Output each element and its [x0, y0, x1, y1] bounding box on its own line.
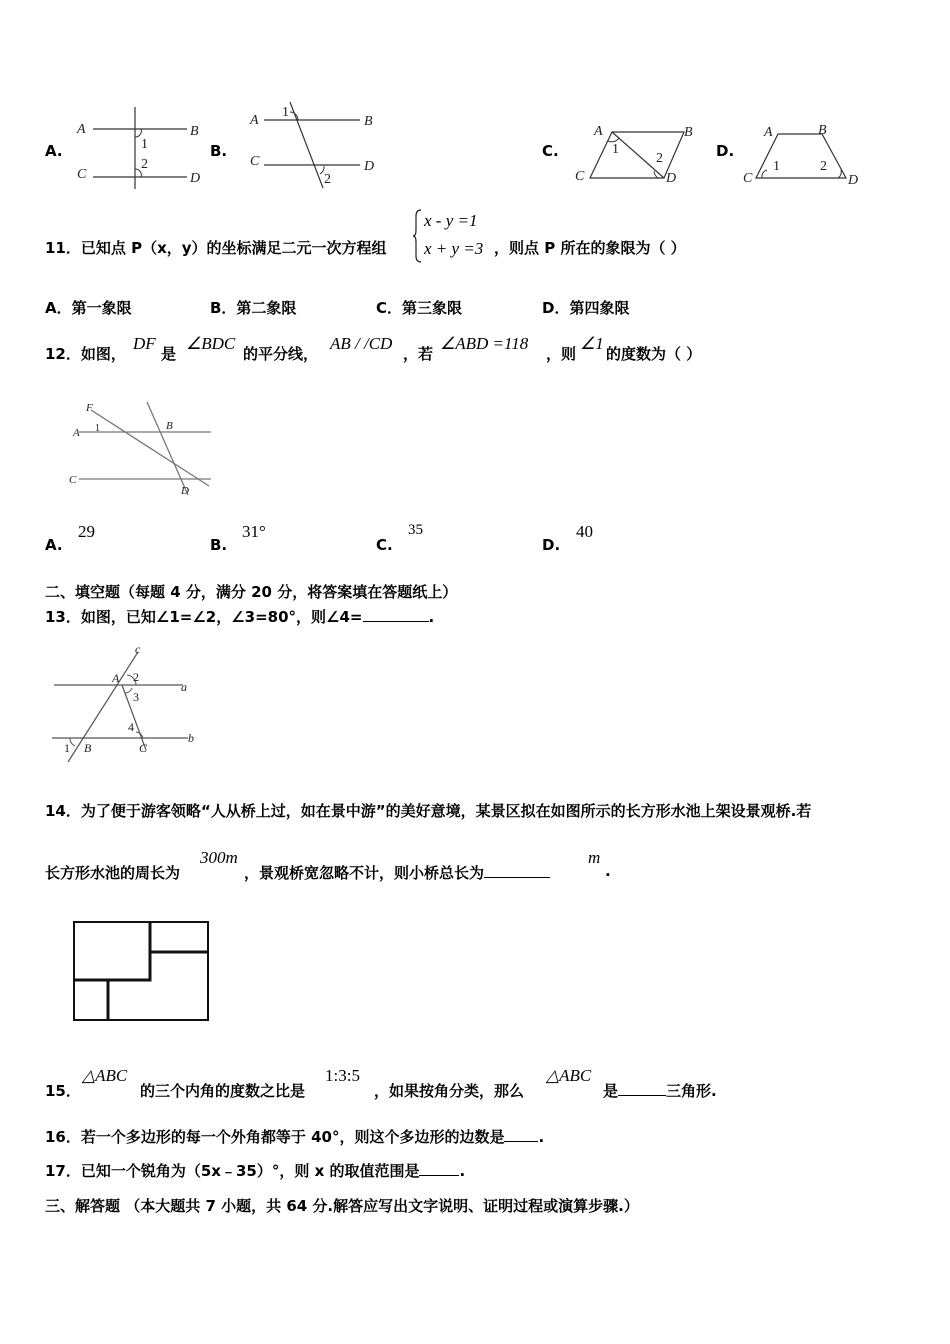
q13-line — [45, 606, 434, 627]
q13-fig-angle-2: 2 — [133, 670, 139, 684]
q17-end: . — [459, 1162, 466, 1180]
q14-pool-figure — [70, 918, 215, 1023]
q12-math-angle-bdc: ∠BDC — [186, 334, 236, 353]
q12-math-angle-abd: ∠ABD =118 — [440, 334, 529, 353]
q12-stem-2: 是 — [161, 345, 177, 363]
q12-fig-label-b: B — [166, 420, 173, 432]
q17-line — [45, 1160, 465, 1181]
q15-stem-4: 三角形. — [666, 1082, 717, 1100]
q10-option-c-label: C. — [542, 142, 559, 160]
fig-c-angle-2: 2 — [656, 151, 663, 166]
q17-stem: 17．已知一个锐角为（5x﹣35）°，则 x 的取值范围是 — [45, 1162, 420, 1180]
q14-line-2a: 长方形水池的周长为 — [45, 864, 181, 882]
q15-math-ratio: 1:3:5 — [325, 1066, 360, 1085]
q13-fig-label-a-line: a — [181, 680, 187, 694]
q13-stem: 13．如图，已知∠1=∠2，∠3=80°，则∠4= — [45, 608, 363, 626]
fig-a-angle-1: 1 — [141, 137, 148, 152]
q13-fig-label-b-line: b — [188, 731, 194, 745]
fig-d-label-c: C — [743, 171, 753, 186]
q16-stem: 16．若一个多边形的每一个外角都等于 40°，则这个多边形的边数是 — [45, 1128, 505, 1146]
q14-end: . — [605, 862, 611, 880]
q13-fig-angle-3: 3 — [133, 690, 139, 704]
q12-fig-label-a: A — [73, 427, 80, 439]
q15-answer-blank[interactable] — [618, 1081, 666, 1096]
q11-stem-pre: 11．已知点 P（x，y）的坐标满足二元一次方程组 — [45, 239, 387, 257]
fig-a-label-c: C — [77, 167, 87, 182]
q12-stem-3: 的平分线， — [243, 345, 319, 363]
q10-figure-d — [742, 122, 872, 187]
q12-math-df: DF — [133, 334, 156, 353]
fig-d-label-d: D — [848, 173, 859, 188]
q13-fig-label-b-point: B — [84, 741, 92, 755]
q10-option-b-label: B. — [210, 142, 228, 160]
q12-figure — [65, 398, 215, 503]
q11-equation-2: x + y =3 — [424, 239, 484, 258]
q10-option-d-label: D. — [716, 142, 735, 160]
q16-end: . — [538, 1128, 545, 1146]
q15-math-triangle-1: △ABC — [82, 1066, 128, 1085]
q13-fig-label-c-line: c — [135, 642, 141, 656]
fig-a-label-a: A — [77, 122, 86, 137]
fig-b-label-b: B — [364, 114, 373, 129]
q15-stem-1: 的三个内角的度数之比是 — [140, 1082, 306, 1100]
q12-option-c-value: 35 — [408, 522, 423, 538]
q14-math-300m: 300m — [200, 848, 238, 867]
fig-b-angle-1: 1 — [282, 105, 289, 120]
q13-fig-label-a-point: A — [112, 671, 120, 685]
q11-option-a: A．第一象限 — [45, 299, 132, 317]
q15-number: 15． — [45, 1082, 81, 1100]
q12-math-parallel: AB / /CD — [330, 334, 393, 353]
q11-system-brace — [413, 208, 423, 264]
fig-b-label-c: C — [250, 154, 260, 169]
q12-fig-label-f: F — [86, 402, 93, 414]
fig-a-label-d: D — [190, 171, 201, 186]
fig-c-label-c: C — [575, 169, 585, 184]
q15-stem-2: ，如果按角分类，那么 — [374, 1082, 525, 1100]
fig-c-label-b: B — [684, 125, 693, 140]
q12-stem-1: 12．如图， — [45, 345, 126, 363]
q10-option-a-label: A. — [45, 142, 63, 160]
fig-b-label-a: A — [250, 113, 259, 128]
fig-a-label-b: B — [190, 124, 199, 139]
q11-equation-1: x - y =1 — [424, 211, 478, 230]
q14-math-unit-m: m — [588, 848, 601, 867]
fig-c-angle-1: 1 — [612, 142, 619, 157]
q12-stem-4: ，若 — [403, 345, 434, 363]
fig-d-angle-1: 1 — [773, 159, 780, 174]
q12-stem-6: 的度数为（ ） — [606, 345, 702, 363]
q13-fig-label-c-point: C — [139, 741, 148, 755]
q10-figure-c — [572, 122, 702, 187]
fig-c-label-d: D — [666, 171, 677, 186]
q13-answer-blank[interactable] — [363, 607, 429, 622]
q12-option-d-label: D. — [542, 536, 561, 554]
q11-option-d: D．第四象限 — [542, 299, 630, 317]
q14-answer-blank[interactable] — [484, 863, 550, 878]
q15-stem-3: 是 — [603, 1082, 619, 1100]
q14-line-2b: ，景观桥宽忽略不计，则小桥总长为 — [244, 864, 485, 882]
q11-stem-post: ，则点 P 所在的象限为（ ） — [494, 239, 686, 257]
q14-line-1: 14．为了便于游客领略“人从桥上过，如在景中游”的美好意境，某景区拟在如图所示的长方形水池上架设景观桥.若 — [45, 802, 812, 820]
fig-d-angle-2: 2 — [820, 159, 827, 174]
q12-fig-label-c: C — [69, 474, 77, 486]
q12-option-a-value: 29 — [78, 522, 95, 541]
q10-figure-b — [248, 100, 378, 190]
q13-fig-angle-1: 1 — [64, 741, 70, 755]
fig-b-angle-2: 2 — [324, 172, 331, 187]
section-3-heading: 三、解答题 （本大题共 7 小题，共 64 分.解答应写出文字说明、证明过程或演算步骤.） — [45, 1197, 639, 1215]
q11-option-c: C．第三象限 — [376, 299, 463, 317]
q15-end-wrap — [603, 1080, 717, 1101]
q14-line-2b-wrap — [244, 862, 550, 883]
q10-figure-a — [75, 105, 205, 190]
fig-a-angle-2: 2 — [141, 157, 148, 172]
q13-fig-angle-4: 4 — [128, 720, 134, 734]
q16-answer-blank[interactable] — [504, 1127, 538, 1142]
q13-end: . — [428, 608, 435, 626]
q12-option-c-label: C. — [376, 536, 393, 554]
q12-stem-5: ，则 — [546, 345, 577, 363]
q12-option-a-label: A. — [45, 536, 63, 554]
fig-d-label-a: A — [764, 125, 773, 140]
fig-b-label-d: D — [364, 159, 375, 174]
q12-fig-label-d: D — [181, 485, 189, 497]
q12-option-b-value: 31° — [242, 522, 266, 541]
q12-math-angle-1: ∠1 — [580, 334, 604, 353]
q17-answer-blank[interactable] — [419, 1161, 459, 1176]
fig-d-label-b: B — [818, 123, 827, 138]
q15-math-triangle-2: △ABC — [546, 1066, 592, 1085]
q11-option-b: B．第二象限 — [210, 299, 297, 317]
fig-c-label-a: A — [594, 124, 603, 139]
q16-line — [45, 1126, 544, 1147]
section-2-heading: 二、填空题（每题 4 分，满分 20 分，将答案填在答题纸上） — [45, 583, 458, 601]
q12-fig-angle-1: 1 — [95, 423, 100, 434]
q12-option-b-label: B. — [210, 536, 228, 554]
q12-option-d-value: 40 — [576, 522, 593, 541]
q13-figure — [48, 642, 208, 767]
